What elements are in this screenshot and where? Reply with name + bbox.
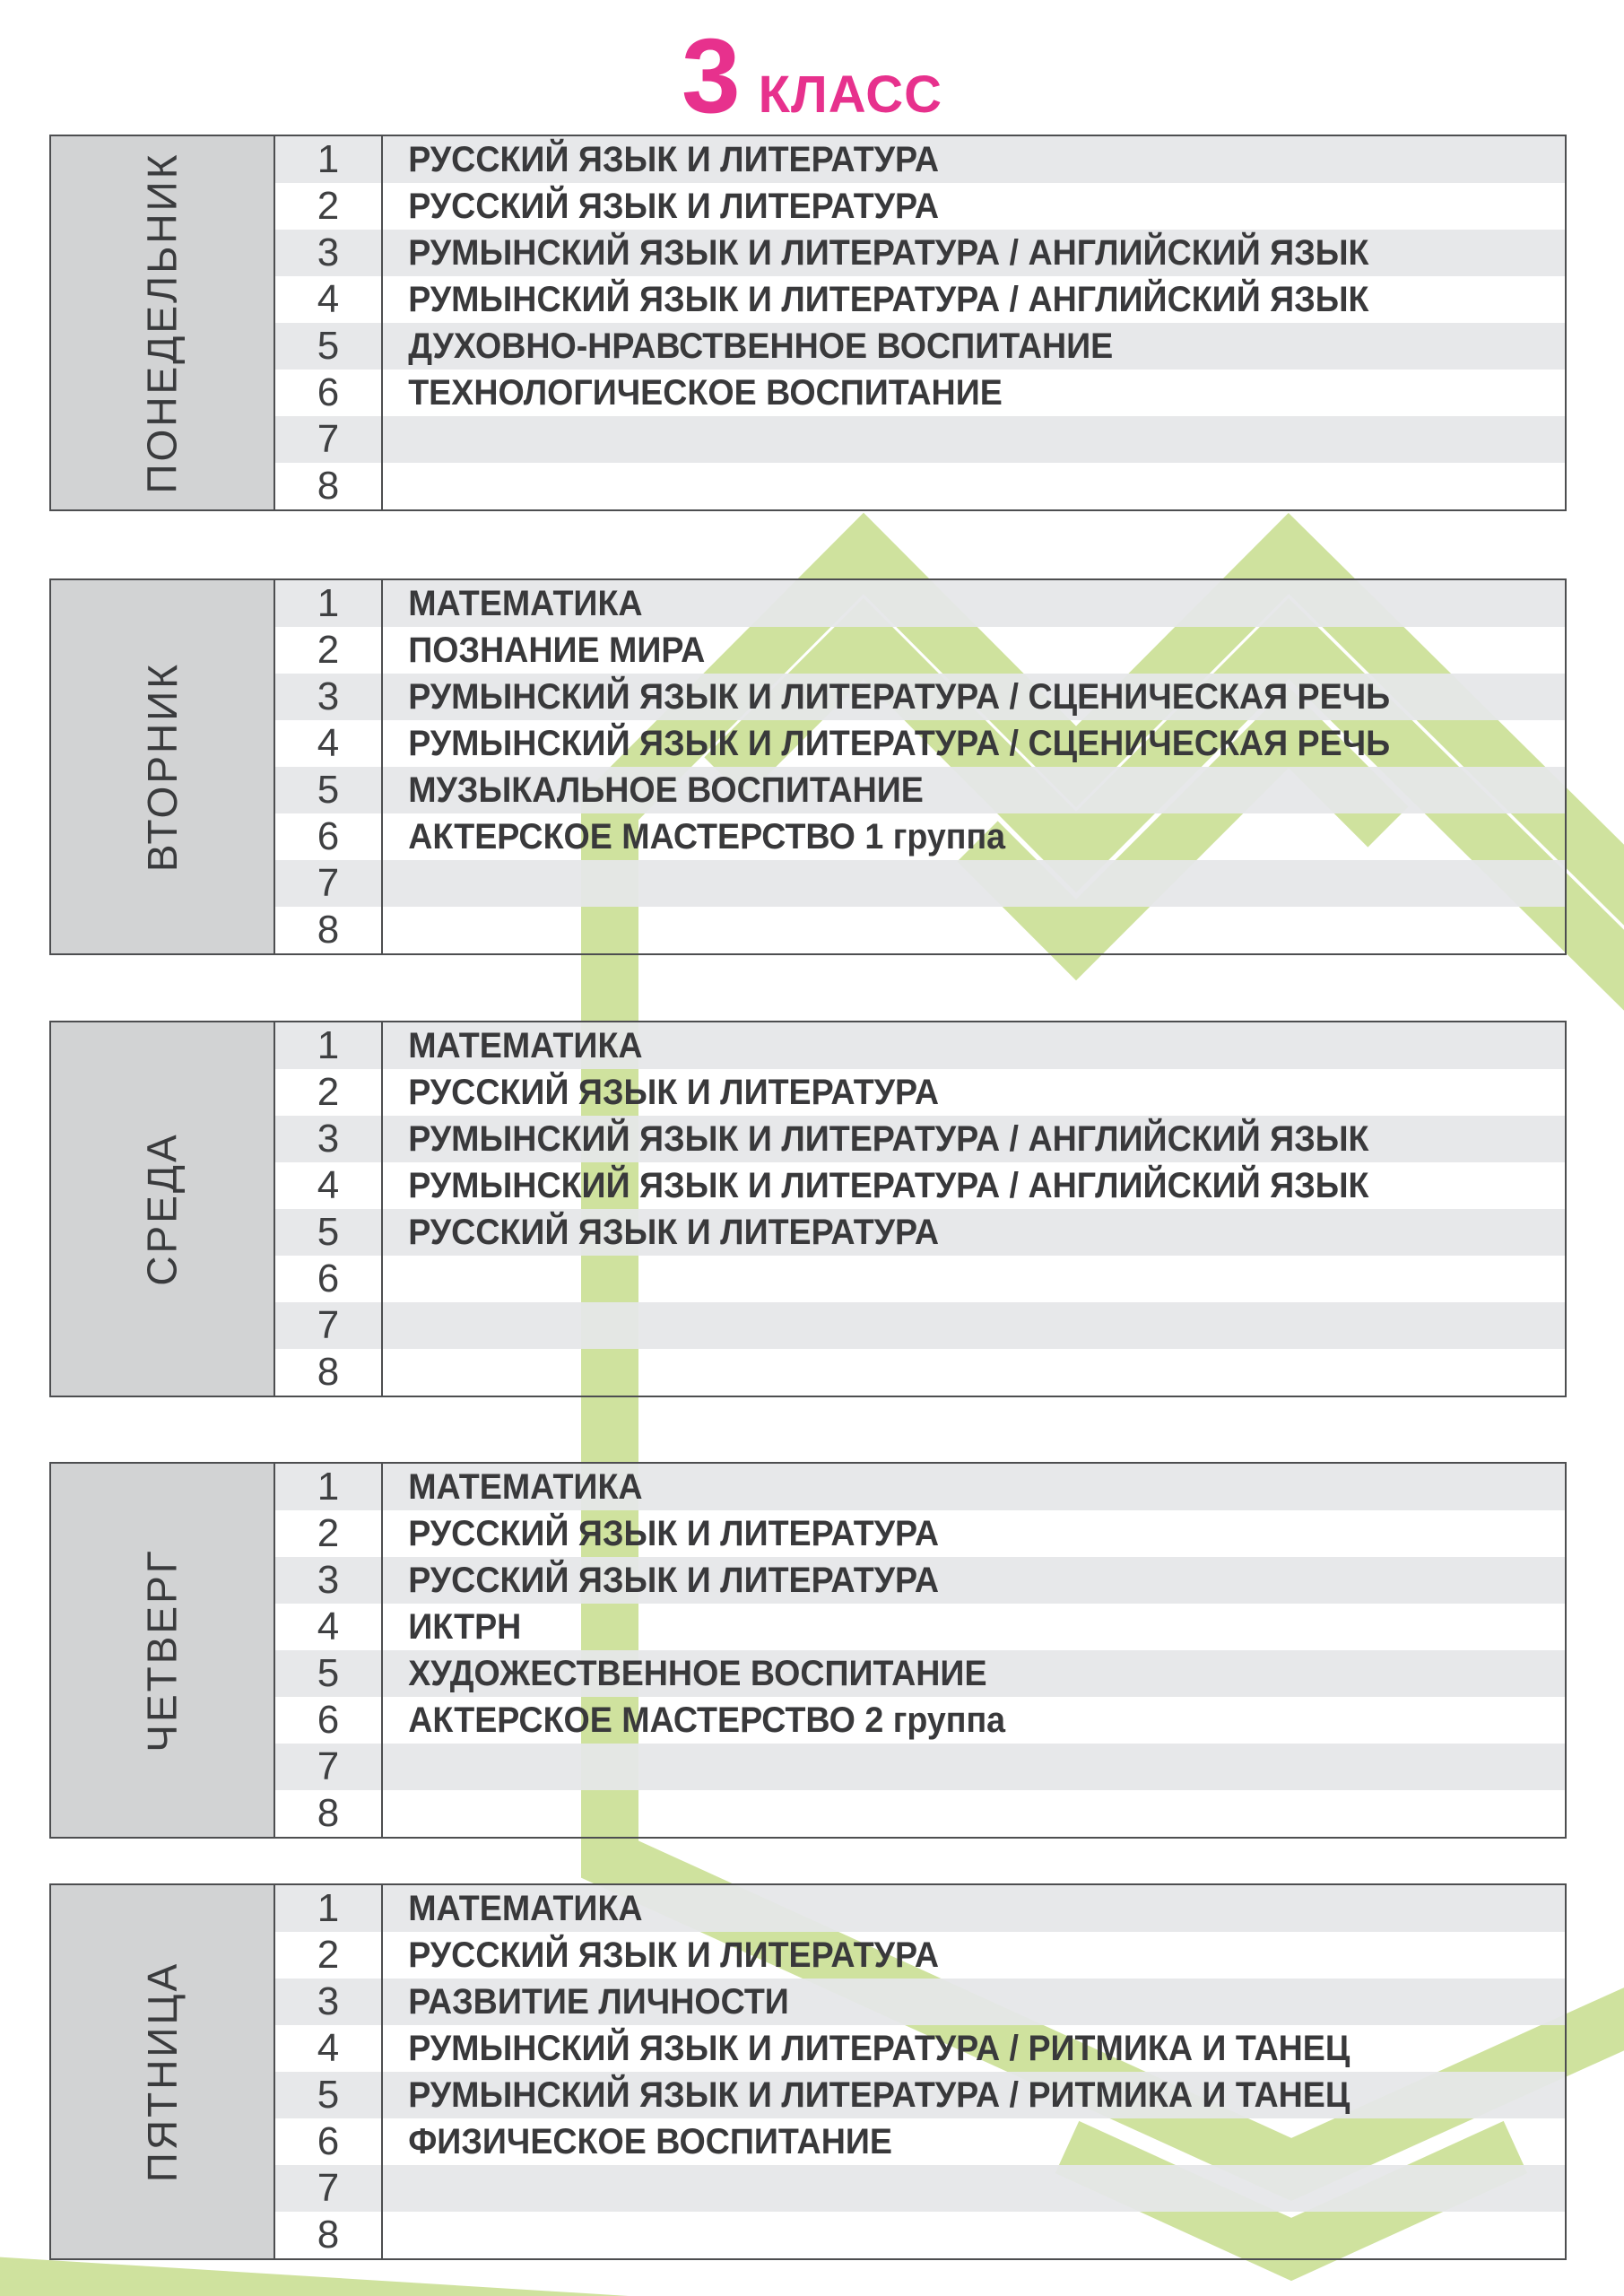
lesson-row — [275, 2118, 1565, 2165]
lesson-row — [275, 627, 1565, 674]
lesson-subject: МУЗЫКАЛЬНОЕ ВОСПИТАНИЕ — [408, 770, 924, 810]
lesson-number: 4 — [275, 2025, 383, 2072]
lesson-subject: РУССКИЙ ЯЗЫК И ЛИТЕРАТУРА — [408, 1513, 939, 1553]
day-name-label: ПОНЕДЕЛЬНИК — [139, 152, 187, 494]
lesson-row — [275, 323, 1565, 370]
lesson-subject: РУМЫНСКИЙ ЯЗЫК И ЛИТЕРАТУРА / РИТМИКА И ТАНЕЦ — [408, 2074, 1350, 2115]
lesson-subject: РУМЫНСКИЙ ЯЗЫК И ЛИТЕРАТУРА / АНГЛИЙСКИЙ ЯЗЫК — [408, 279, 1369, 319]
lesson-subject: РУМЫНСКИЙ ЯЗЫК И ЛИТЕРАТУРА / РИТМИКА И ТАНЕЦ — [408, 2028, 1350, 2068]
lesson-rows — [275, 1022, 1565, 1396]
lesson-number: 7 — [275, 2165, 383, 2212]
lesson-subject: РУССКИЙ ЯЗЫК И ЛИТЕРАТУРА — [408, 186, 939, 226]
lesson-number: 4 — [275, 276, 383, 323]
lesson-subject: РУМЫНСКИЙ ЯЗЫК И ЛИТЕРАТУРА / АНГЛИЙСКИЙ ЯЗЫК — [408, 1165, 1369, 1205]
lesson-row — [275, 2165, 1565, 2212]
lesson-number: 7 — [275, 1744, 383, 1790]
lesson-number: 3 — [275, 674, 383, 720]
day-name-box — [51, 136, 275, 509]
lesson-row — [275, 1116, 1565, 1162]
lesson-row — [275, 1979, 1565, 2025]
page-title — [0, 17, 1624, 135]
lesson-number: 8 — [275, 1790, 383, 1837]
lesson-row — [275, 1162, 1565, 1209]
lesson-subject: РУМЫНСКИЙ ЯЗЫК И ЛИТЕРАТУРА / АНГЛИЙСКИЙ ЯЗЫК — [408, 232, 1369, 273]
lesson-rows — [275, 580, 1565, 953]
lesson-row — [275, 2212, 1565, 2258]
lesson-subject: МАТЕМАТИКА — [408, 583, 643, 623]
lesson-row — [275, 2025, 1565, 2072]
lesson-subject: АКТЕРСКОЕ МАСТЕРСТВО 2 группа — [408, 1700, 1006, 1740]
lesson-row — [275, 463, 1565, 509]
lesson-subject: РУМЫНСКИЙ ЯЗЫК И ЛИТЕРАТУРА / СЦЕНИЧЕСКАЯ РЕЧЬ — [408, 723, 1391, 763]
lesson-number: 3 — [275, 1116, 383, 1162]
lesson-row — [275, 1349, 1565, 1396]
lesson-row — [275, 1209, 1565, 1256]
lesson-row — [275, 860, 1565, 907]
lesson-number: 7 — [275, 860, 383, 907]
lesson-subject: ТЕХНОЛОГИЧЕСКОЕ ВОСПИТАНИЕ — [408, 372, 1003, 413]
day-block-3 — [49, 1021, 1567, 1397]
lesson-row — [275, 767, 1565, 813]
lesson-number: 1 — [275, 1885, 383, 1932]
lesson-subject: ФИЗИЧЕСКОЕ ВОСПИТАНИЕ — [408, 2121, 892, 2161]
lesson-row — [275, 907, 1565, 953]
lesson-subject: МАТЕМАТИКА — [408, 1466, 643, 1507]
chevron-bottom-left-strip — [0, 2283, 628, 2296]
lesson-number: 8 — [275, 463, 383, 509]
lesson-row — [275, 1697, 1565, 1744]
lesson-subject: ПОЗНАНИЕ МИРА — [408, 630, 706, 670]
lesson-row — [275, 1464, 1565, 1510]
lesson-row — [275, 2072, 1565, 2118]
day-block-2 — [49, 578, 1567, 955]
grade-word: КЛАСС — [758, 65, 942, 124]
lesson-rows — [275, 1885, 1565, 2258]
lesson-row — [275, 416, 1565, 463]
lesson-row — [275, 1744, 1565, 1790]
lesson-number: 4 — [275, 1162, 383, 1209]
lesson-number: 8 — [275, 907, 383, 953]
lesson-number: 6 — [275, 1697, 383, 1744]
lesson-number: 2 — [275, 183, 383, 230]
lesson-number: 5 — [275, 2072, 383, 2118]
lesson-subject: ИКТРН — [408, 1606, 522, 1647]
lesson-number: 2 — [275, 1069, 383, 1116]
lesson-number: 8 — [275, 2212, 383, 2258]
lesson-rows — [275, 1464, 1565, 1837]
day-name-label: ЧЕТВЕРГ — [139, 1548, 186, 1752]
lesson-number: 2 — [275, 1510, 383, 1557]
lesson-subject: РУССКИЙ ЯЗЫК И ЛИТЕРАТУРА — [408, 1072, 939, 1112]
lesson-subject: РУМЫНСКИЙ ЯЗЫК И ЛИТЕРАТУРА / СЦЕНИЧЕСКАЯ РЕЧЬ — [408, 676, 1391, 717]
lesson-row — [275, 1022, 1565, 1069]
lesson-row — [275, 1557, 1565, 1604]
lesson-number: 5 — [275, 1650, 383, 1697]
lesson-subject: МАТЕМАТИКА — [408, 1025, 643, 1065]
lesson-subject: РУССКИЙ ЯЗЫК И ЛИТЕРАТУРА — [408, 1560, 939, 1600]
lesson-number: 6 — [275, 2118, 383, 2165]
lesson-number: 2 — [275, 627, 383, 674]
lesson-number: 8 — [275, 1349, 383, 1396]
lesson-row — [275, 1932, 1565, 1979]
day-name-box — [51, 580, 275, 953]
lesson-subject: РАЗВИТИЕ ЛИЧНОСТИ — [408, 1981, 789, 2022]
lesson-row — [275, 720, 1565, 767]
day-block-4 — [49, 1462, 1567, 1839]
lesson-number: 3 — [275, 1557, 383, 1604]
lesson-subject: ХУДОЖЕСТВЕННОЕ ВОСПИТАНИЕ — [408, 1653, 987, 1693]
lesson-subject: АКТЕРСКОЕ МАСТЕРСТВО 1 группа — [408, 816, 1006, 857]
lesson-subject: РУССКИЙ ЯЗЫК И ЛИТЕРАТУРА — [408, 1212, 939, 1252]
day-block-1 — [49, 135, 1567, 511]
lesson-subject: МАТЕМАТИКА — [408, 1888, 643, 1928]
lesson-row — [275, 580, 1565, 627]
lesson-row — [275, 813, 1565, 860]
lesson-number: 7 — [275, 1302, 383, 1349]
lesson-rows — [275, 136, 1565, 509]
lesson-row — [275, 1790, 1565, 1837]
lesson-number: 1 — [275, 1022, 383, 1069]
lesson-number: 6 — [275, 370, 383, 416]
lesson-row — [275, 230, 1565, 276]
day-block-5 — [49, 1883, 1567, 2260]
day-name-box — [51, 1885, 275, 2258]
lesson-number: 5 — [275, 1209, 383, 1256]
lesson-row — [275, 1604, 1565, 1650]
lesson-subject: ДУХОВНО-НРАВСТВЕННОЕ ВОСПИТАНИЕ — [408, 326, 1114, 366]
lesson-row — [275, 1510, 1565, 1557]
lesson-row — [275, 1885, 1565, 1932]
lesson-row — [275, 674, 1565, 720]
lesson-number: 4 — [275, 1604, 383, 1650]
lesson-number: 1 — [275, 580, 383, 627]
lesson-row — [275, 1650, 1565, 1697]
day-name-box — [51, 1022, 275, 1396]
day-name-box — [51, 1464, 275, 1837]
lesson-number: 1 — [275, 136, 383, 183]
lesson-number: 6 — [275, 1256, 383, 1302]
lesson-number: 7 — [275, 416, 383, 463]
lesson-row — [275, 276, 1565, 323]
lesson-subject: РУССКИЙ ЯЗЫК И ЛИТЕРАТУРА — [408, 139, 939, 179]
lesson-number: 6 — [275, 813, 383, 860]
lesson-row — [275, 136, 1565, 183]
lesson-row — [275, 183, 1565, 230]
lesson-subject: РУМЫНСКИЙ ЯЗЫК И ЛИТЕРАТУРА / АНГЛИЙСКИЙ ЯЗЫК — [408, 1118, 1369, 1159]
lesson-row — [275, 370, 1565, 416]
lesson-number: 3 — [275, 230, 383, 276]
lesson-number: 1 — [275, 1464, 383, 1510]
lesson-number: 2 — [275, 1932, 383, 1979]
lesson-number: 4 — [275, 720, 383, 767]
lesson-number: 5 — [275, 323, 383, 370]
day-name-label: ПЯТНИЦА — [139, 1961, 186, 2183]
lesson-subject: РУССКИЙ ЯЗЫК И ЛИТЕРАТУРА — [408, 1935, 939, 1975]
grade-number: 3 — [682, 17, 741, 135]
day-name-label: ВТОРНИК — [139, 661, 186, 873]
lesson-row — [275, 1256, 1565, 1302]
day-name-label: СРЕДА — [138, 1132, 186, 1286]
lesson-row — [275, 1069, 1565, 1116]
lesson-number: 5 — [275, 767, 383, 813]
lesson-row — [275, 1302, 1565, 1349]
lesson-number: 3 — [275, 1979, 383, 2025]
